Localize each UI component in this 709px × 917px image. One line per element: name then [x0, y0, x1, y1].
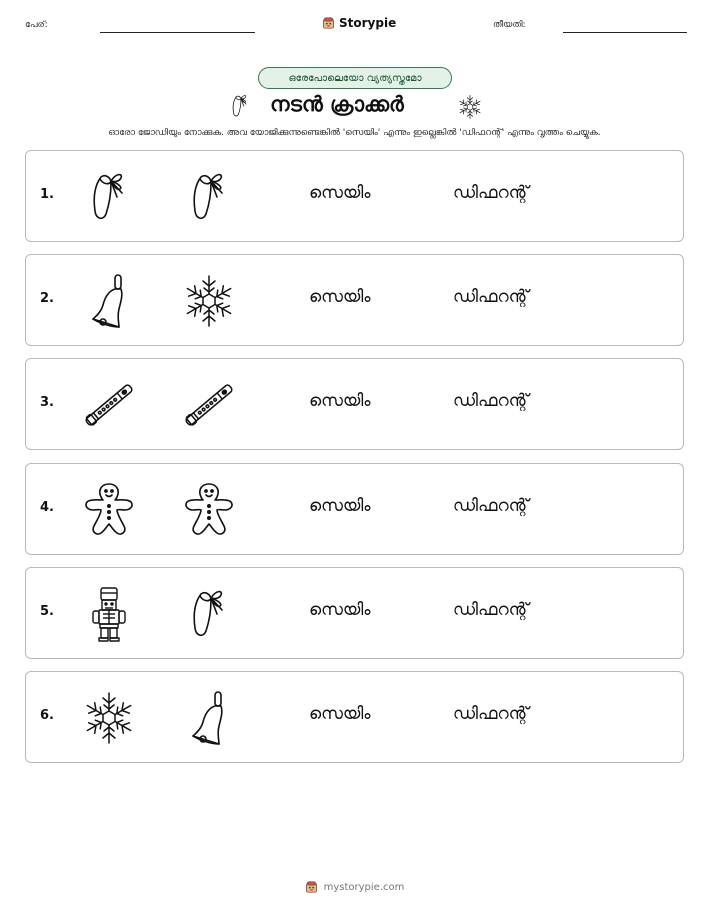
- date-line: [563, 32, 687, 33]
- gingerbread-icon: [79, 480, 139, 540]
- footer: [0, 880, 709, 894]
- ballet-shoe-icon: [226, 90, 254, 122]
- exercise-row: [25, 567, 684, 659]
- question-number: 4.: [40, 500, 54, 515]
- brand-name: Storypie: [339, 16, 397, 30]
- name-line: [100, 32, 255, 33]
- snowflake-icon: [179, 271, 239, 331]
- question-number: 5.: [40, 604, 54, 619]
- question-number: 1.: [40, 187, 54, 202]
- same-option[interactable]: സെയിം: [309, 287, 371, 307]
- exercise-row: [25, 463, 684, 555]
- same-option[interactable]: സെയിം: [309, 391, 371, 411]
- flute-icon: [79, 375, 139, 435]
- same-option[interactable]: സെയിം: [309, 704, 371, 724]
- name-label: പേര്:: [25, 20, 48, 30]
- gingerbread-icon: [179, 480, 239, 540]
- question-number: 2.: [40, 291, 54, 306]
- brand: [322, 16, 396, 30]
- exercise-row: [25, 254, 684, 346]
- page-title: നടൻ ക്രാക്കർ: [270, 92, 404, 116]
- same-option[interactable]: സെയിം: [309, 600, 371, 620]
- title-row: [0, 90, 709, 124]
- storypie-logo-icon: [322, 16, 335, 30]
- worksheet-header: [0, 14, 709, 38]
- bell-icon: [79, 271, 139, 331]
- ballet-shoe-icon: [179, 167, 239, 227]
- different-option[interactable]: ഡിഫറന്റ്: [453, 704, 529, 724]
- different-option[interactable]: ഡിഫറന്റ്: [453, 183, 529, 203]
- instructions: ഓരോ ജോഡിയും നോക്കുക. അവ യോജിക്കുന്നുണ്ടെങ്കിൽ 'സെയിം' എന്നും ഇല്ലെങ്കിൽ 'ഡിഫറന്റ്' എന്നും വൃത്തം ചെയ്യുക.: [108, 128, 601, 138]
- different-option[interactable]: ഡിഫറന്റ്: [453, 287, 529, 307]
- question-number: 3.: [40, 395, 54, 410]
- flute-icon: [179, 375, 239, 435]
- bell-icon: [179, 688, 239, 748]
- exercise-row: [25, 671, 684, 763]
- same-option[interactable]: സെയിം: [309, 183, 371, 203]
- same-option[interactable]: സെയിം: [309, 496, 371, 516]
- ballet-shoe-icon: [179, 584, 239, 644]
- exercise-row: [25, 150, 684, 242]
- storypie-logo-icon: [305, 880, 318, 894]
- ballet-shoe-icon: [79, 167, 139, 227]
- footer-url: mystorypie.com: [323, 881, 405, 893]
- exercise-row: [25, 358, 684, 450]
- date-label: തീയതി:: [493, 20, 526, 30]
- different-option[interactable]: ഡിഫറന്റ്: [453, 496, 529, 516]
- nutcracker-icon: [79, 584, 139, 644]
- category-badge: ഒരേപോലെയോ വ്യത്യസ്തമോ: [258, 67, 452, 89]
- snowflake-icon: [79, 688, 139, 748]
- different-option[interactable]: ഡിഫറന്റ്: [453, 391, 529, 411]
- snowflake-icon: [456, 93, 484, 121]
- different-option[interactable]: ഡിഫറന്റ്: [453, 600, 529, 620]
- question-number: 6.: [40, 708, 54, 723]
